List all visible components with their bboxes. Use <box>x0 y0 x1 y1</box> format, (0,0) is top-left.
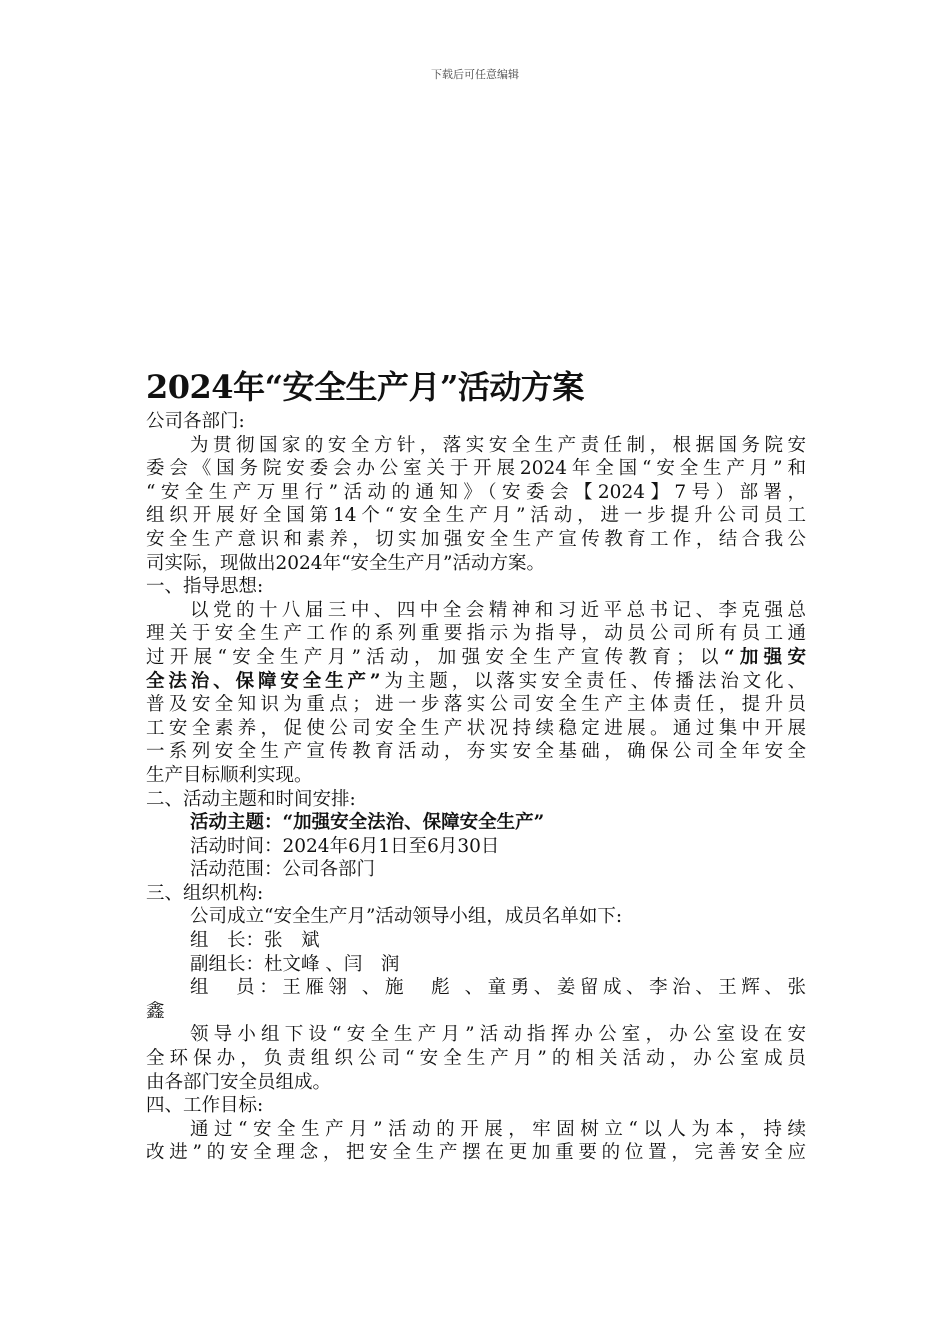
office-line: 领导小组下设“安全生产月”活动指挥办公室，办公室设在安 <box>190 1024 806 1046</box>
intro-line: 为贯彻国家的安全方针，落实安全生产责任制，根据国务院安 <box>190 434 806 456</box>
leader-line: 组 长：张 斌 <box>190 930 320 952</box>
paragraph-line: 一系列安全生产宣传教育活动，夯实安全基础，确保公司全年安全 <box>146 741 806 763</box>
intro-line: 安全生产意识和素养，切实加强安全生产宣传教育工作，结合我公 <box>146 528 806 550</box>
document-body <box>146 410 806 1165</box>
paragraph-line <box>146 670 806 694</box>
paragraph-line: 生产目标顺利实现。 <box>146 764 313 786</box>
intro-line: 委会《国务院安委会办公室关于开展2024年全国“安全生产月”和 <box>146 458 806 480</box>
salutation: 公司各部门: <box>146 411 245 432</box>
section-heading: 二、活动主题和时间安排: <box>146 788 356 810</box>
theme-emphasis: “加强安 <box>723 646 806 668</box>
document-title: 2024年“安全生产月”活动方案 <box>146 368 584 406</box>
members-line-cont: 鑫 <box>146 1000 165 1022</box>
activity-theme-text: 活动主题：“加强安全法治、保障安全生产” <box>190 812 545 834</box>
section-heading: 一、指导思想: <box>146 576 264 598</box>
paragraph-text: 为主题，以落实安全责任、传播法治文化、 <box>380 670 806 692</box>
org-intro: 公司成立“安全生产月”活动领导小组，成员名单如下: <box>190 906 623 928</box>
paragraph-line: 以党的十八届三中、四中全会精神和习近平总书记、李克强总 <box>190 599 806 621</box>
office-line: 由各部门安全员组成。 <box>146 1071 332 1093</box>
deputy-line: 副组长：杜文峰 、闫 润 <box>190 953 400 975</box>
paragraph-line: 工安全素养，促使公司安全生产状况持续稳定进展。通过集中开展 <box>146 717 806 739</box>
paragraph-line: 普及安全知识为重点；进一步落实公司安全生产主体责任，提升员 <box>146 694 806 716</box>
intro-line: 司实际，现做出2024年“安全生产月”活动方案。 <box>146 552 545 574</box>
activity-scope: 活动范围：公司各部门 <box>190 859 376 881</box>
paragraph-line: 改进”的安全理念，把安全生产摆在更加重要的位置，完善安全应 <box>146 1142 806 1164</box>
intro-line: “安全生产万里行”活动的通知》（安委会【2024】7号）部署， <box>146 481 806 503</box>
activity-theme <box>146 811 806 835</box>
members-line: 组 员：王雁翎 、施 彪 、童勇、姜留成、李治、王辉、张 <box>190 977 806 999</box>
paragraph-line <box>146 646 806 670</box>
section-heading: 三、组织机构: <box>146 882 264 904</box>
section-heading: 四、工作目标: <box>146 1095 264 1117</box>
paragraph-text: 过开展“安全生产月”活动，加强安全生产宣传教育；以 <box>146 646 724 668</box>
office-line: 全环保办，负责组织公司“安全生产月”的相关活动，办公室成员 <box>146 1048 806 1070</box>
theme-emphasis: 全法治、保障安全生产” <box>146 670 381 692</box>
header-note: 下载后可任意编辑 <box>431 68 519 81</box>
intro-line: 组织开展好全国第14个“安全生产月”活动，进一步提升公司员工 <box>146 505 806 527</box>
paragraph-line: 理关于安全生产工作的系列重要指示为指导，动员公司所有员工通 <box>146 623 806 645</box>
paragraph-line: 通过“安全生产月”活动的开展，牢固树立“以人为本，持续 <box>190 1118 806 1140</box>
activity-time: 活动时间：2024年6月1日至6月30日 <box>190 835 500 857</box>
